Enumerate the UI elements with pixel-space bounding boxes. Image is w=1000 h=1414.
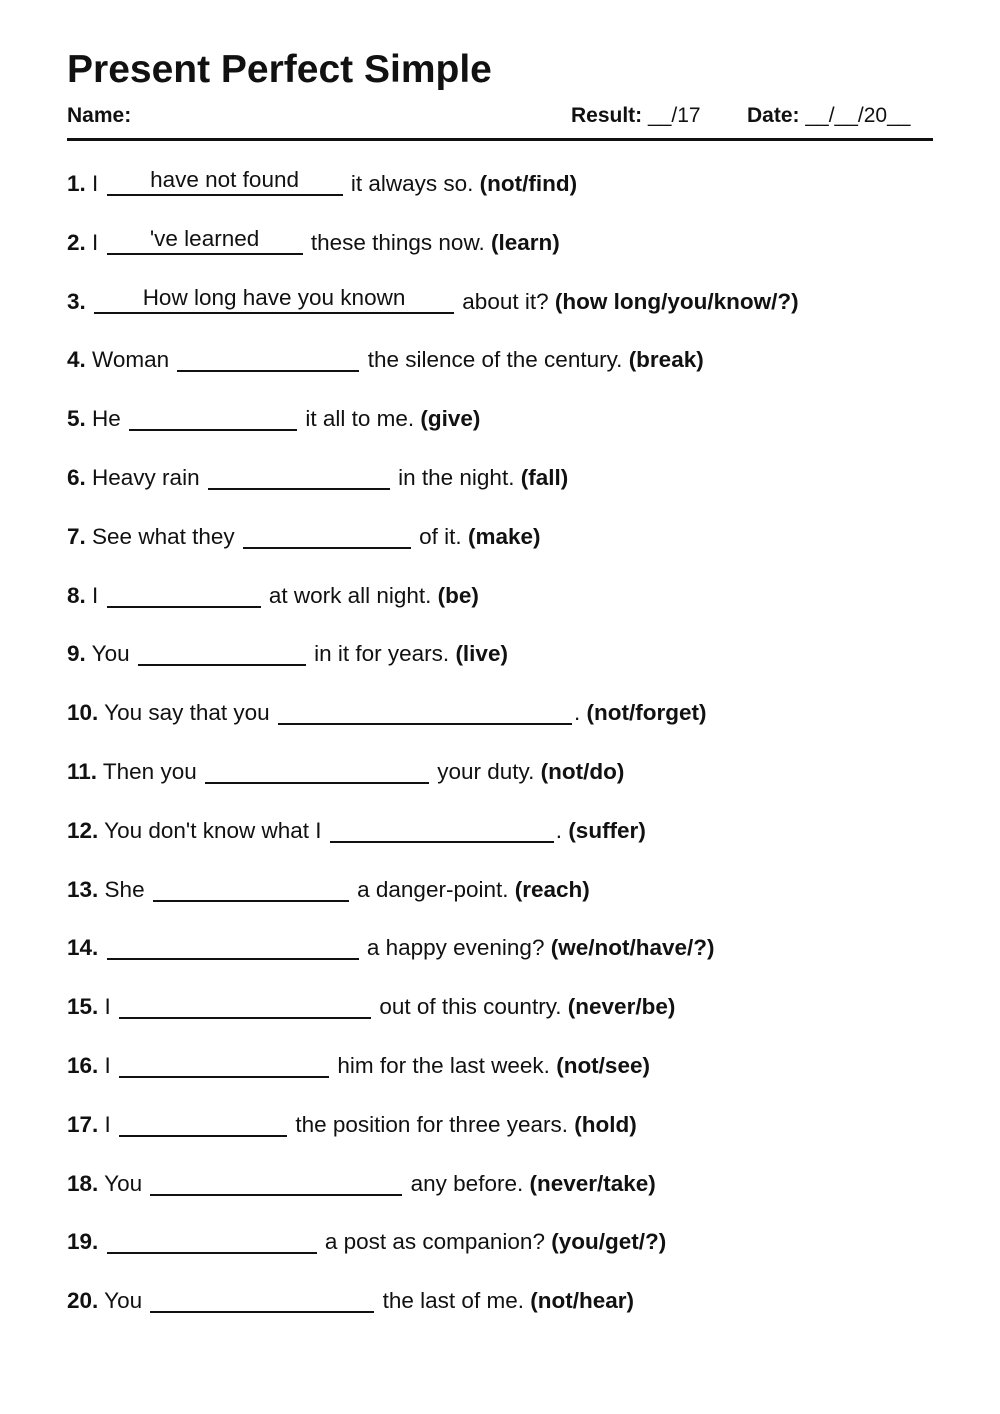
question-text-after: of it. (419, 523, 462, 549)
question-number: 5. (67, 406, 86, 432)
question-number: 1. (67, 171, 86, 196)
result-value: __/17 (648, 104, 701, 127)
answer-text: have not found (150, 167, 299, 192)
question-text-after: . (555, 817, 563, 843)
answer-blank[interactable] (243, 517, 411, 557)
question-row (67, 576, 479, 616)
answer-blank[interactable] (119, 1046, 329, 1086)
question-row (67, 987, 675, 1027)
question-text-after: the position for three years. (295, 1111, 568, 1137)
question-row (67, 164, 577, 204)
question-text-after: him for the last week. (337, 1053, 550, 1078)
question-text-before: You (91, 641, 130, 667)
question-text-after: your duty. (437, 759, 535, 784)
date-field (747, 102, 910, 130)
page-title: Present Perfect Simple (67, 48, 492, 91)
date-value: __/__/20__ (805, 104, 911, 127)
answer-blank[interactable] (330, 811, 554, 851)
question-row (67, 458, 568, 498)
question-text-after: out of this country. (379, 994, 562, 1020)
question-text-before: You (104, 1288, 143, 1314)
question-text-after: any before. (410, 1170, 524, 1196)
verb-hint: (not/find) (479, 171, 578, 196)
question-row (67, 811, 646, 851)
question-number: 8. (67, 582, 86, 608)
question-number: 14. (67, 935, 99, 961)
verb-hint: (learn) (490, 229, 560, 255)
question-text-before: Then you (102, 759, 197, 784)
question-text-after: the silence of the century. (367, 347, 623, 373)
question-number: 18. (67, 1170, 99, 1196)
question-number: 4. (67, 347, 86, 373)
question-text-before: I (92, 229, 99, 255)
verb-hint: (never/be) (567, 994, 676, 1020)
question-number: 20. (67, 1288, 99, 1314)
question-row (67, 399, 480, 439)
question-text-before: See what they (92, 523, 235, 549)
answer-blank[interactable] (107, 164, 343, 204)
verb-hint: (hold) (574, 1111, 637, 1137)
question-text-before: She (104, 876, 145, 902)
question-number: 17. (67, 1111, 99, 1137)
answer-text: 've learned (149, 225, 260, 251)
question-number: 9. (67, 641, 86, 667)
question-text-after: a danger-point. (357, 876, 509, 902)
name-label: Name: (67, 104, 132, 127)
verb-hint: (suffer) (568, 817, 646, 843)
verb-hint: (how long/you/know/?) (554, 288, 799, 314)
question-number: 16. (67, 1053, 99, 1078)
question-row (67, 1046, 650, 1086)
question-row (67, 928, 715, 968)
answer-blank[interactable] (150, 1281, 374, 1321)
question-text-before: I (92, 171, 99, 196)
verb-hint: (break) (628, 347, 704, 373)
question-row (67, 517, 541, 557)
question-text-before: Woman (92, 347, 170, 373)
verb-hint: (you/get/?) (551, 1229, 667, 1255)
question-text-after: at work all night. (268, 582, 432, 608)
header-divider (67, 138, 933, 141)
question-text-after: a happy evening? (366, 935, 545, 961)
result-label: Result: (571, 104, 643, 127)
verb-hint: (be) (437, 582, 479, 608)
question-text-before: I (104, 994, 111, 1020)
verb-hint: (make) (467, 523, 541, 549)
question-text-before: I (104, 1053, 111, 1078)
question-number: 10. (67, 700, 99, 726)
verb-hint: (live) (455, 641, 508, 667)
question-number: 6. (67, 465, 86, 490)
question-row (67, 693, 706, 733)
answer-blank[interactable] (107, 223, 303, 263)
question-number: 7. (67, 523, 86, 549)
verb-hint: (not/forget) (586, 700, 707, 726)
question-text-after: in the night. (398, 465, 515, 490)
answer-blank[interactable] (177, 340, 359, 380)
verb-hint: (never/take) (529, 1170, 656, 1196)
answer-blank[interactable] (278, 693, 572, 733)
answer-blank[interactable] (208, 458, 390, 498)
question-text-after: these things now. (310, 229, 485, 255)
question-text-after: it all to me. (305, 406, 415, 432)
answer-text: How long have you known (142, 284, 406, 310)
question-text-after: the last of me. (382, 1288, 524, 1314)
question-row (67, 634, 508, 674)
question-text-after: about it? (462, 288, 549, 314)
verb-hint: (give) (420, 406, 481, 432)
question-text-after: it always so. (350, 171, 474, 196)
date-label: Date: (747, 104, 800, 127)
question-text-before: You don't know what I (104, 817, 322, 843)
worksheet-header (67, 102, 933, 130)
verb-hint: (not/do) (540, 759, 625, 784)
question-text-before: He (92, 406, 121, 432)
answer-blank[interactable] (94, 282, 454, 322)
question-text-before: Heavy rain (92, 465, 200, 490)
verb-hint: (not/hear) (530, 1288, 634, 1314)
question-row (67, 1222, 666, 1262)
answer-blank[interactable] (138, 634, 306, 674)
question-row (67, 1281, 634, 1321)
question-row (67, 752, 624, 792)
question-text-before: You (104, 1170, 143, 1196)
question-number: 13. (67, 876, 99, 902)
question-number: 11. (67, 759, 98, 784)
question-text-after: a post as companion? (324, 1229, 545, 1255)
answer-blank[interactable] (107, 1222, 317, 1262)
question-row (67, 340, 704, 380)
verb-hint: (we/not/have/?) (550, 935, 715, 961)
answer-blank[interactable] (119, 1105, 287, 1145)
answer-blank[interactable] (107, 928, 359, 968)
question-number: 15. (67, 994, 99, 1020)
question-number: 19. (67, 1229, 99, 1255)
question-number: 12. (67, 817, 99, 843)
answer-blank[interactable] (205, 752, 429, 792)
question-row (67, 223, 560, 263)
answer-blank[interactable] (119, 987, 371, 1027)
question-number: 2. (67, 229, 86, 255)
verb-hint: (fall) (520, 465, 569, 490)
result-field (571, 102, 701, 130)
question-text-before: You say that you (104, 700, 270, 726)
question-row (67, 1105, 637, 1145)
answer-blank[interactable] (150, 1164, 402, 1204)
answer-blank[interactable] (153, 870, 349, 910)
question-number: 3. (67, 288, 86, 314)
question-row (67, 282, 799, 322)
verb-hint: (reach) (514, 876, 590, 902)
question-text-before: I (104, 1111, 111, 1137)
question-text-after: . (573, 700, 581, 726)
question-text-before: I (92, 582, 99, 608)
verb-hint: (not/see) (556, 1053, 650, 1078)
answer-blank[interactable] (129, 399, 297, 439)
question-row (67, 870, 590, 910)
question-text-after: in it for years. (314, 641, 450, 667)
answer-blank[interactable] (107, 576, 261, 616)
question-row (67, 1164, 656, 1204)
